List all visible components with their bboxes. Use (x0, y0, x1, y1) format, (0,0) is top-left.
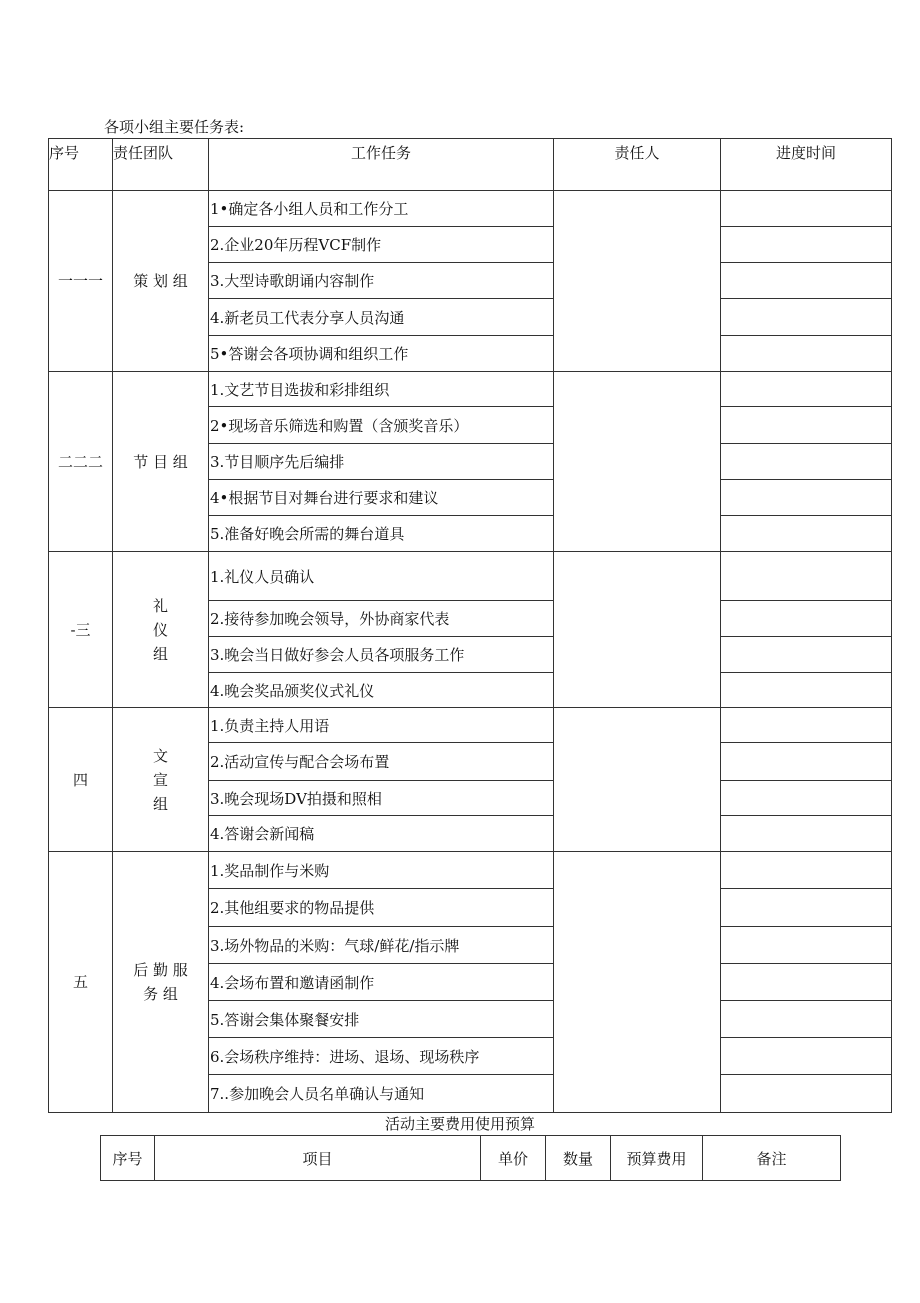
task-row (49, 191, 892, 227)
progress-cell (721, 407, 892, 444)
task-cell: 5•答谢会各项协调和组织工作 (209, 336, 554, 372)
progress-cell (721, 263, 892, 299)
task-cell: 6.会场秩序维持：进场、退场、现场秩序 (209, 1038, 554, 1075)
owner-cell (554, 372, 721, 552)
group-team: 文 宣 组 (113, 708, 209, 852)
task-cell: 1•确定各小组人员和工作分工 (209, 191, 554, 227)
progress-cell (721, 673, 892, 708)
progress-cell (721, 889, 892, 927)
task-table-body (49, 191, 892, 1113)
progress-cell (721, 1001, 892, 1038)
task-cell: 2.其他组要求的物品提供 (209, 889, 554, 927)
task-cell: 3.节目顺序先后编排 (209, 444, 554, 480)
task-cell: 4.答谢会新闻稿 (209, 816, 554, 852)
header-owner: 责任人 (554, 139, 721, 191)
owner-cell (554, 852, 721, 1113)
header-seq: 序号 (49, 139, 113, 191)
budget-header-quantity: 数量 (546, 1136, 611, 1181)
progress-cell (721, 516, 892, 552)
owner-cell (554, 191, 721, 372)
task-cell: 2.企业20年历程VCF制作 (209, 227, 554, 263)
progress-cell (721, 637, 892, 673)
progress-cell (721, 708, 892, 743)
progress-cell (721, 227, 892, 263)
progress-cell (721, 444, 892, 480)
task-cell: 3.晚会当日做好参会人员各项服务工作 (209, 637, 554, 673)
progress-cell (721, 964, 892, 1001)
progress-cell (721, 1038, 892, 1075)
progress-cell (721, 299, 892, 336)
task-cell: 5.答谢会集体聚餐安排 (209, 1001, 554, 1038)
budget-header-unit-price: 单价 (481, 1136, 546, 1181)
owner-cell (554, 708, 721, 852)
group-team: 礼 仪 组 (113, 552, 209, 708)
task-cell: 1.礼仪人员确认 (209, 552, 554, 601)
task-cell: 3.场外物品的米购：气球/鲜花/指示牌 (209, 927, 554, 964)
task-cell: 4•根据节目对舞台进行要求和建议 (209, 480, 554, 516)
task-row (49, 852, 892, 889)
budget-header-seq: 序号 (101, 1136, 155, 1181)
progress-cell (721, 336, 892, 372)
task-row (49, 372, 892, 407)
owner-cell (554, 552, 721, 708)
budget-title: 活动主要费用使用预算 (384, 1115, 535, 1133)
progress-cell (721, 601, 892, 637)
progress-cell (721, 781, 892, 816)
group-seq: 二二二 (49, 372, 113, 552)
progress-cell (721, 1075, 892, 1113)
task-cell: 2.接待参加晚会领导，外协商家代表 (209, 601, 554, 637)
task-cell: 2•现场音乐筛选和购置（含颁奖音乐） (209, 407, 554, 444)
budget-header-budget-cost: 预算费用 (611, 1136, 703, 1181)
header-task: 工作任务 (209, 139, 554, 191)
task-cell: 4.新老员工代表分享人员沟通 (209, 299, 554, 336)
progress-cell (721, 372, 892, 407)
doc-title: 各项小组主要任务表: (104, 118, 245, 136)
budget-header-remarks: 备注 (703, 1136, 841, 1181)
task-cell: 5.准备好晚会所需的舞台道具 (209, 516, 554, 552)
progress-cell (721, 552, 892, 601)
task-row (49, 708, 892, 743)
task-cell: 1.负责主持人用语 (209, 708, 554, 743)
task-cell: 3.大型诗歌朗诵内容制作 (209, 263, 554, 299)
task-cell: 1.奖品制作与米购 (209, 852, 554, 889)
task-cell: 4.晚会奖品颁奖仪式礼仪 (209, 673, 554, 708)
progress-cell (721, 191, 892, 227)
progress-cell (721, 743, 892, 781)
progress-cell (721, 816, 892, 852)
progress-cell (721, 480, 892, 516)
task-row (49, 552, 892, 601)
group-seq: 四 (49, 708, 113, 852)
task-cell: 7..参加晚会人员名单确认与通知 (209, 1075, 554, 1113)
budget-header-item: 项目 (155, 1136, 481, 1181)
header-team: 责任团队 (113, 139, 209, 191)
group-team: 策 划 组 (113, 191, 209, 372)
group-seq: -三 (49, 552, 113, 708)
group-seq: 一一一 (49, 191, 113, 372)
header-progress: 进度时间 (721, 139, 892, 191)
task-cell: 1.文艺节目选拔和彩排组织 (209, 372, 554, 407)
group-team: 节 目 组 (113, 372, 209, 552)
task-cell: 4.会场布置和邀请函制作 (209, 964, 554, 1001)
budget-header-row (101, 1136, 841, 1181)
task-cell: 3.晚会现场DV拍摄和照相 (209, 781, 554, 816)
group-team: 后 勤 服 务 组 (113, 852, 209, 1113)
progress-cell (721, 852, 892, 889)
task-table (48, 138, 892, 1113)
task-cell: 2.活动宣传与配合会场布置 (209, 743, 554, 781)
progress-cell (721, 927, 892, 964)
group-seq: 五 (49, 852, 113, 1113)
budget-table (100, 1135, 841, 1181)
table-header-row (49, 139, 892, 191)
